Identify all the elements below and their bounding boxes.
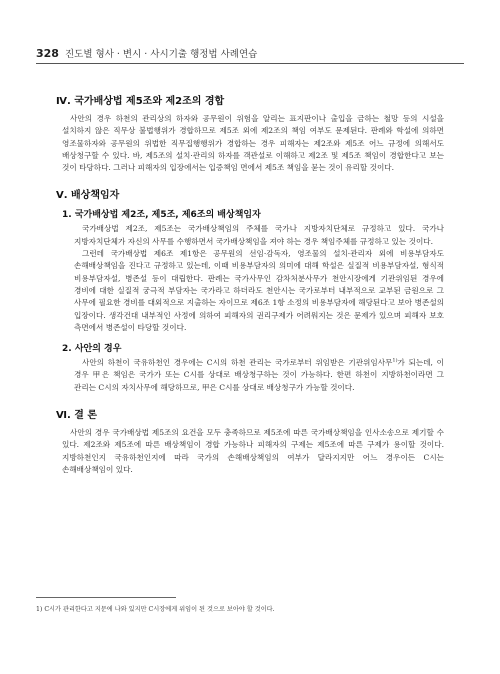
subsection-heading-5-1: 1. 국가배상법 제2조, 제5조, 제6조의 배상책임자	[62, 210, 261, 221]
subsection-heading-5-2: 2. 사안의 경우	[62, 344, 122, 355]
subsection-5-2-paragraph	[74, 357, 444, 394]
footnote-divider	[36, 597, 176, 598]
section-heading-5: Ⅴ. 배상책임자	[56, 190, 120, 202]
page-body	[56, 92, 444, 476]
book-title: 진도별 형사 · 변시 · 사시기출 행정법 사례연습	[64, 49, 258, 60]
subsection-5-1-paragraph-2: 그런데 국가배상법 제6조 제1항은 공무원의 선임·감독자, 영조물의 설치·관리자 외에 비용부담자도 손해배상책임을 진다고 규정하고 있는데, 이때 비용부담자의 의미에 대해 학설은 실질적 비용부담자설, 형식적 비용부담자설, 병존설 등이 대립한다. 판례는 국가사무인 감차처분사무가 천안시장에게 기관위임된 경우에 경비에 대한 실질적 궁극적 부담자는 국가라고 하더라도 천안시는 국가로부터 내부적으로 교부된 금원으로 그 사무에 필요한 경비를 대외적으로 지출하는 자이므로 제6조 1항 소정의 비용부담자에 해당된다고 보아 병존설의 입장이다. 생각건대 내부적인 사정에 의하여 피해자의 권리구제가 어려워지는 것은 문제가 있으며 피해자 보호 측면에서 병존설이 타당할 것이다.	[74, 249, 444, 332]
running-header	[36, 46, 464, 60]
section-heading-4: Ⅳ. 국가배상법 제5조와 제2조의 경합	[56, 96, 225, 107]
footnote: 1) C시가 관리한다고 지문에 나와 있지만 C시장에게 위임이 된 것으로 보아야 할 것이다.	[36, 606, 275, 613]
subsection-5-1-paragraph-1: 국가배상법 제2조, 제5조는 국가배상책임의 주체를 국가나 지방자치단체로 규정하고 있다. 국가나 지방자치단체가 자신의 사무를 수행하면서 국가배상책임을 져야 하는 경우 책임주체를 규정하고 있는 것이다.	[74, 224, 444, 246]
header-divider	[36, 63, 464, 64]
section-heading-6: Ⅵ. 결 론	[56, 410, 98, 422]
page-number: 328	[36, 46, 59, 60]
subsection-5-2-text-b: 가 되는데, 이 경우 甲은 책임은 국가가 또는 C시를 상대로 배상청구하는 것이 가능하다. 한편 하천이 지방하천이라면 그 관리는 C시의 자치사무에 해당하므로, 甲은 C시를 상대로 배상청구가 가능할 것이다.	[74, 358, 444, 392]
footnote-marker: 1)	[392, 357, 398, 364]
subsection-5-2-text-a: 사안의 하천이 국유하천인 경우에는 C시의 하천 관리는 국가로부터 위임받은 기관위임사무	[82, 358, 393, 368]
section-4-paragraph: 사안의 경우 하천의 관리상의 하자와 공무원이 위험을 알리는 표지판이나 출입을 금하는 철망 등의 시설을 설치하지 않은 직무상 불법행위가 경합하므로 제5조 외에 제2조의 책임 여부도 문제된다. 판례와 학설에 의하면 영조물하자와 공무원의 위법한 직무집행행위가 경합하는 경우 피해자는 제2조와 제5조 어느 규정에 의해서도 배상청구할 수 있다. 바, 제5조의 설치·관리의 하자를 객관설로 이해하고 제2조 및 제5조 책임이 경합한다고 보는 것이 타당하다. 그러나 피해자의 입장에서는 입증책임 면에서 제5조 책임을 묻는 것이 유리할 것이다.	[62, 114, 444, 173]
section-6-paragraph: 사안의 경우 국가배상법 제5조의 요건을 모두 충족하므로 제5조에 따른 국가배상책임을 인사소송으로 제기할 수 있다. 제2조와 제5조에 따른 배상책임이 경합 가능하나 피해자의 구제는 제5조에 따른 구제가 용이할 것이다. 지방하천인지 국유하천인지에 따라 국가의 손해배상책임의 여부가 달라지지만 어느 경우이든 C시는 손해배상책임이 있다.	[62, 428, 444, 474]
